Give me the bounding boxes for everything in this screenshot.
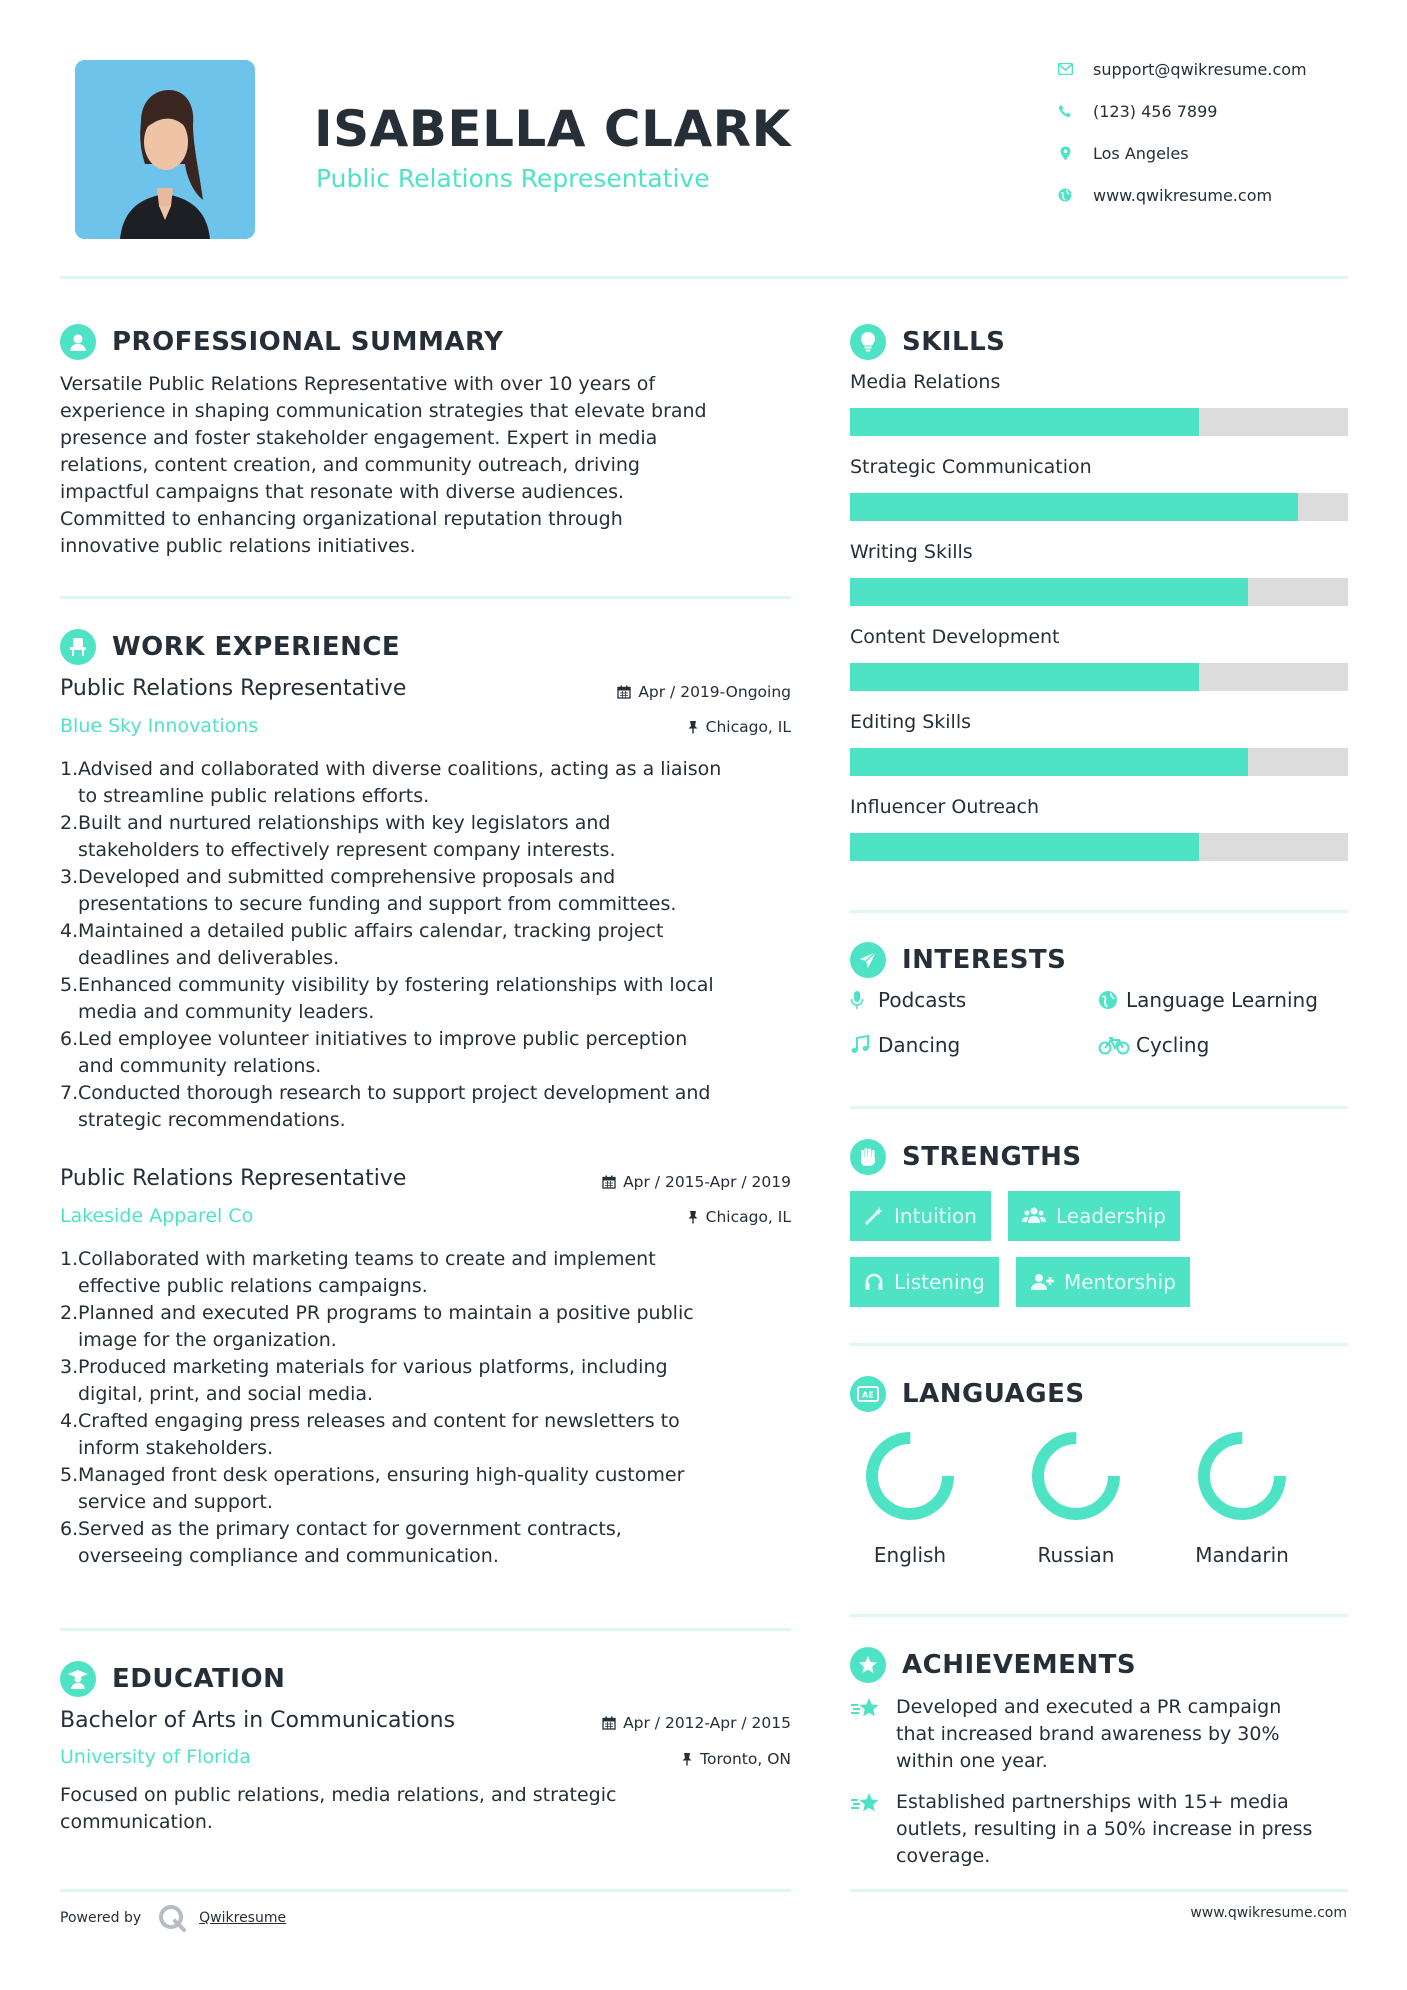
strength-tag bbox=[850, 1191, 991, 1241]
skill-label: Editing Skills bbox=[850, 711, 972, 733]
job-bullets bbox=[60, 756, 800, 1134]
list-item: 1. Advised and collaborated with diverse coalitions, acting as a liaison to streamline public relations efforts. bbox=[60, 758, 722, 807]
summary-line: presence and foster stakeholder engagement. Expert in media bbox=[60, 427, 658, 449]
job-title: Public Relations Representative bbox=[60, 1166, 407, 1191]
section-divider bbox=[850, 910, 1348, 913]
strengths-title: STRENGTHS bbox=[902, 1142, 1082, 1172]
job-bullets bbox=[60, 1246, 800, 1570]
list-item: 5. Enhanced community visibility by fostering relationships with local media and community leaders. bbox=[60, 974, 714, 1023]
interest-item bbox=[850, 988, 966, 1012]
summary-heading bbox=[60, 324, 503, 360]
interest-item bbox=[850, 1033, 960, 1057]
job-company: Blue Sky Innovations bbox=[60, 715, 259, 737]
calendar-icon bbox=[602, 1716, 616, 1730]
interests-heading bbox=[850, 942, 1066, 978]
skill-label: Strategic Communication bbox=[850, 456, 1092, 478]
star-icon bbox=[850, 1789, 896, 1870]
school-name: University of Florida bbox=[60, 1746, 251, 1768]
summary-title: PROFESSIONAL SUMMARY bbox=[112, 327, 504, 357]
calendar-icon bbox=[617, 685, 631, 699]
chair-icon bbox=[60, 629, 96, 665]
profile-photo bbox=[75, 60, 255, 239]
section-divider bbox=[60, 1889, 791, 1892]
graduate-icon bbox=[60, 1661, 96, 1697]
microphone-icon bbox=[850, 988, 874, 1012]
interest-label: Podcasts bbox=[878, 988, 967, 1012]
interest-label: Dancing bbox=[878, 1033, 961, 1057]
language-ring bbox=[865, 1431, 955, 1521]
degree-title: Bachelor of Arts in Communications bbox=[60, 1708, 456, 1733]
education-description: Focused on public relations, media relations, and strategic communication. bbox=[60, 1784, 617, 1833]
fist-icon bbox=[850, 1139, 886, 1175]
achievement-item: Established partnerships with 15+ media outlets, resulting in a 50% increase in press coverage. bbox=[850, 1789, 1348, 1870]
contact-phone[interactable] bbox=[1057, 96, 1217, 126]
skill-bar-track bbox=[850, 578, 1348, 606]
list-item: 6. Served as the primary contact for government contracts, overseeing compliance and communication. bbox=[60, 1518, 622, 1567]
education-title: EDUCATION bbox=[112, 1664, 286, 1694]
interest-label: Cycling bbox=[1136, 1033, 1210, 1057]
education-dates-text: Apr / 2012-Apr / 2015 bbox=[623, 1714, 791, 1732]
phone-icon bbox=[1057, 103, 1073, 119]
strength-label: Mentorship bbox=[1064, 1270, 1176, 1294]
skill-bar-track bbox=[850, 493, 1348, 521]
summary-line: innovative public relations initiatives. bbox=[60, 535, 416, 557]
header-divider bbox=[60, 276, 1348, 279]
qwikresume-logo-icon bbox=[157, 1903, 187, 1933]
education-location-text: Toronto, ON bbox=[700, 1750, 791, 1768]
job-dates-text: Apr / 2015-Apr / 2019 bbox=[623, 1173, 791, 1191]
job-company: Lakeside Apparel Co bbox=[60, 1205, 254, 1227]
summary-line: experience in shaping communication strategies that elevate brand bbox=[60, 400, 707, 422]
languages-title: LANGUAGES bbox=[902, 1379, 1085, 1409]
contact-location-text: Los Angeles bbox=[1093, 143, 1189, 163]
strength-tag bbox=[1016, 1257, 1190, 1307]
list-item: 4. Maintained a detailed public affairs calendar, tracking project deadlines and deliverables. bbox=[60, 920, 664, 969]
skill-bar-fill bbox=[850, 578, 1248, 606]
pushpin-icon bbox=[687, 720, 699, 734]
work-title: WORK EXPERIENCE bbox=[112, 632, 401, 662]
contact-phone-text: (123) 456 7899 bbox=[1093, 101, 1218, 121]
contact-email[interactable] bbox=[1057, 54, 1307, 84]
magic-wand-icon bbox=[864, 1206, 884, 1226]
candidate-role: Public Relations Representative bbox=[316, 164, 710, 193]
strength-label: Listening bbox=[894, 1270, 985, 1294]
powered-by bbox=[60, 1903, 286, 1933]
language-level-arc bbox=[1204, 1438, 1280, 1514]
list-item: 6. Led employee volunteer initiatives to improve public perception and community relations. bbox=[60, 1028, 688, 1077]
pushpin-icon bbox=[687, 1210, 699, 1224]
job-dates-text: Apr / 2019-Ongoing bbox=[638, 683, 791, 701]
globe-icon bbox=[1057, 187, 1073, 203]
skill-bar-track bbox=[850, 833, 1348, 861]
summary-line: impactful campaigns that resonate with diverse audiences. bbox=[60, 481, 625, 503]
job-location bbox=[687, 718, 791, 736]
summary-line: Versatile Public Relations Representative with over 10 years of bbox=[60, 373, 656, 395]
job-location bbox=[687, 1208, 791, 1226]
skill-bar-fill bbox=[850, 663, 1199, 691]
language-level-arc bbox=[1038, 1438, 1114, 1514]
skill-label: Media Relations bbox=[850, 371, 1001, 393]
users-icon bbox=[1022, 1206, 1046, 1226]
section-divider bbox=[850, 1889, 1348, 1892]
contact-location bbox=[1057, 138, 1189, 168]
star-badge-icon bbox=[850, 1647, 886, 1683]
headphones-icon bbox=[864, 1272, 884, 1292]
section-divider bbox=[850, 1614, 1348, 1617]
education-dates bbox=[602, 1714, 791, 1732]
map-pin-icon bbox=[1057, 145, 1073, 161]
list-item: 2. Built and nurtured relationships with key legislators and stakeholders to effectively represent company interests. bbox=[60, 812, 616, 861]
calendar-icon bbox=[602, 1175, 616, 1189]
list-item: 2. Planned and executed PR programs to maintain a positive public image for the organization. bbox=[60, 1302, 694, 1351]
skills-title: SKILLS bbox=[902, 327, 1006, 357]
job-location-text: Chicago, IL bbox=[705, 718, 791, 736]
summary-text bbox=[60, 371, 800, 560]
summary-line: Committed to enhancing organizational reputation through bbox=[60, 508, 623, 530]
contact-website[interactable] bbox=[1057, 180, 1272, 210]
user-plus-icon bbox=[1030, 1272, 1054, 1292]
language-label: English bbox=[873, 1543, 947, 1567]
strength-tag bbox=[850, 1257, 999, 1307]
education-heading bbox=[60, 1661, 285, 1697]
skill-bar-track bbox=[850, 408, 1348, 436]
language-label: Mandarin bbox=[1195, 1543, 1289, 1567]
language-ring bbox=[1197, 1431, 1287, 1521]
skill-bar-fill bbox=[850, 748, 1248, 776]
section-divider bbox=[60, 1628, 791, 1631]
interests-title: INTERESTS bbox=[902, 945, 1067, 975]
strength-label: Leadership bbox=[1056, 1204, 1166, 1228]
job-title: Public Relations Representative bbox=[60, 676, 407, 701]
bicycle-icon bbox=[1098, 1033, 1132, 1057]
globe-icon bbox=[1098, 988, 1122, 1012]
skills-heading bbox=[850, 324, 1005, 360]
job-dates bbox=[617, 683, 791, 701]
achievements-title: ACHIEVEMENTS bbox=[902, 1650, 1137, 1680]
skill-label: Writing Skills bbox=[850, 541, 973, 563]
job-location-text: Chicago, IL bbox=[705, 1208, 791, 1226]
footer-website[interactable]: www.qwikresume.com bbox=[1190, 1905, 1347, 1921]
achievements-heading bbox=[850, 1647, 1136, 1683]
lightbulb-icon bbox=[850, 324, 886, 360]
list-item: 3. Produced marketing materials for various platforms, including digital, print, and social media. bbox=[60, 1356, 668, 1405]
skill-bar-fill bbox=[850, 833, 1199, 861]
language-label: Russian bbox=[1037, 1543, 1115, 1567]
portrait-image bbox=[75, 60, 255, 239]
list-item: 4. Crafted engaging press releases and content for newsletters to inform stakeholders. bbox=[60, 1410, 680, 1459]
interest-item bbox=[1098, 1033, 1209, 1057]
music-note-icon bbox=[850, 1033, 874, 1057]
strength-label: Intuition bbox=[894, 1204, 977, 1228]
language-level-arc bbox=[872, 1438, 948, 1514]
work-heading bbox=[60, 629, 400, 665]
star-icon bbox=[850, 1694, 896, 1775]
job-dates bbox=[602, 1173, 791, 1191]
section-divider bbox=[850, 1343, 1348, 1346]
interest-label: Language Learning bbox=[1126, 988, 1318, 1012]
achievement-item: Developed and executed a PR campaign that increased brand awareness by 30% within one year. bbox=[850, 1694, 1348, 1775]
contact-website-text: www.qwikresume.com bbox=[1093, 185, 1273, 205]
powered-by-text: Powered by bbox=[60, 1910, 142, 1926]
education-location bbox=[681, 1750, 791, 1768]
summary-line: relations, content creation, and community outreach, driving bbox=[60, 454, 640, 476]
language-card-icon bbox=[850, 1376, 886, 1412]
languages-heading bbox=[850, 1376, 1085, 1412]
interest-item bbox=[1098, 988, 1318, 1012]
strengths-heading bbox=[850, 1139, 1082, 1175]
list-item: 5. Managed front desk operations, ensuring high-quality customer service and support. bbox=[60, 1464, 685, 1513]
paper-plane-icon bbox=[850, 942, 886, 978]
language-ring bbox=[1031, 1431, 1121, 1521]
skill-bar-track bbox=[850, 663, 1348, 691]
skill-bar-track bbox=[850, 748, 1348, 776]
user-circle-icon bbox=[60, 324, 96, 360]
candidate-name: ISABELLA CLARK bbox=[314, 100, 791, 158]
contact-email-text: support@qwikresume.com bbox=[1093, 59, 1307, 79]
list-item: 3. Developed and submitted comprehensive proposals and presentations to secure funding and support from committees. bbox=[60, 866, 677, 915]
section-divider bbox=[850, 1106, 1348, 1109]
qwikresume-link[interactable]: Qwikresume bbox=[199, 1910, 287, 1926]
skill-bar-fill bbox=[850, 493, 1298, 521]
strength-tag bbox=[1008, 1191, 1180, 1241]
pushpin-icon bbox=[681, 1752, 693, 1766]
list-item: 1. Collaborated with marketing teams to create and implement effective public relations campaigns. bbox=[60, 1248, 656, 1297]
mail-icon bbox=[1057, 61, 1073, 77]
list-item: 7. Conducted thorough research to support project development and strategic recommendations. bbox=[60, 1082, 711, 1131]
section-divider bbox=[60, 596, 791, 599]
skill-bar-fill bbox=[850, 408, 1199, 436]
skill-label: Content Development bbox=[850, 626, 1060, 648]
skill-label: Influencer Outreach bbox=[850, 796, 1040, 818]
svg-text:AE: AE bbox=[862, 1390, 874, 1400]
